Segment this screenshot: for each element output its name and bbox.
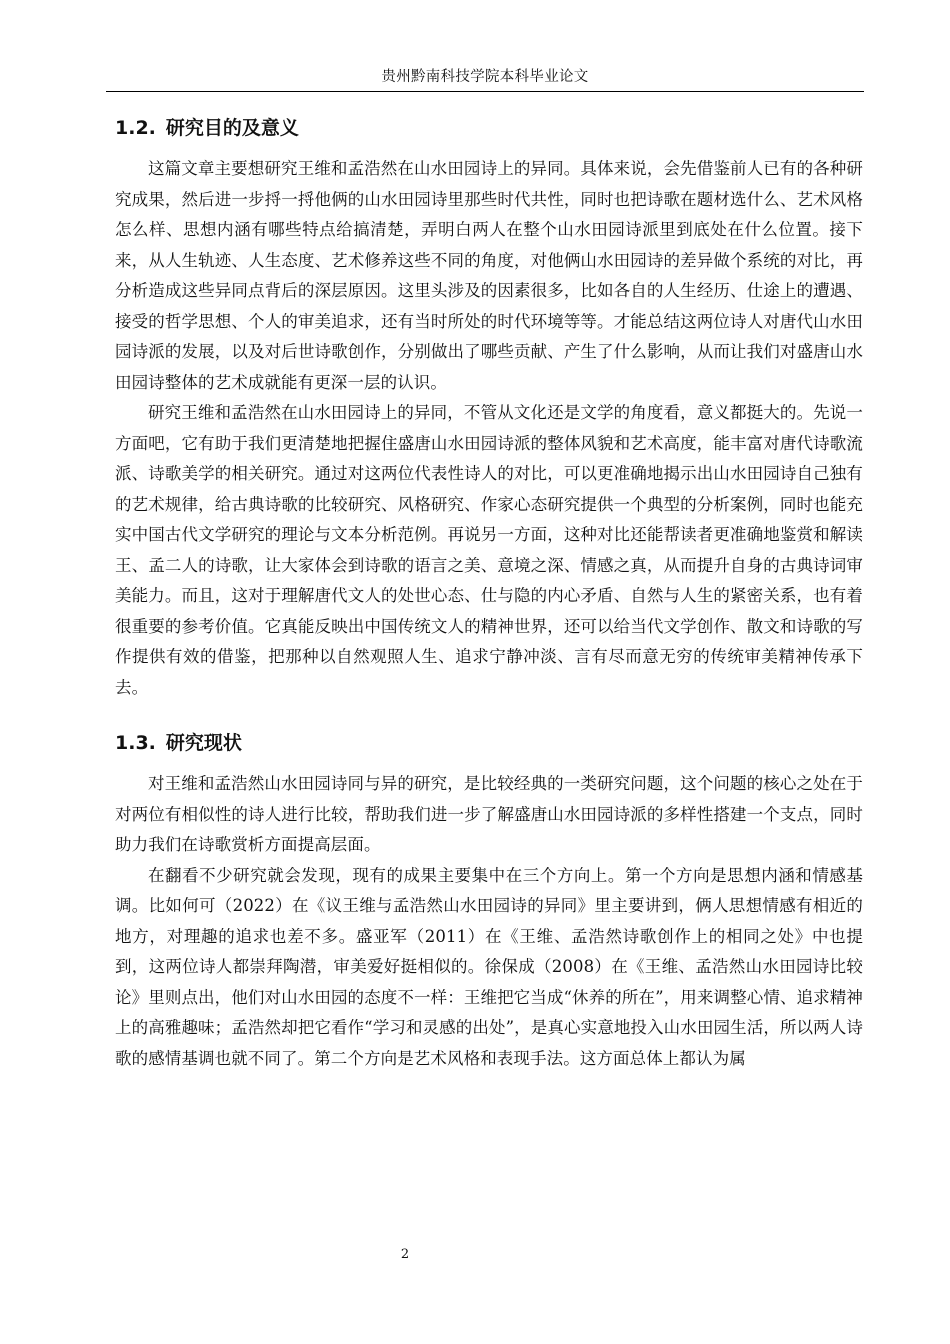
body-paragraph: 对王维和孟浩然山水田园诗同与异的研究，是比较经典的一类研究问题，这个问题的核心之处在于对两位有相似性的诗人进行比较，帮助我们进一步了解盛唐山水田园诗派的多样性搭建一个支点，同时助力我们在诗歌赏析方面提高层面。 bbox=[115, 774, 863, 854]
section-number: 1.2. bbox=[115, 117, 156, 139]
page-body bbox=[115, 112, 863, 1074]
body-paragraph: 研究王维和孟浩然在山水田园诗上的异同，不管从文化还是文学的角度看，意义都挺大的。先说一方面吧，它有助于我们更清楚地把握住盛唐山水田园诗派的整体风貌和艺术高度，能丰富对唐代诗歌流派、诗歌美学的相关研究。通过对这两位代表性诗人的对比，可以更准确地揭示出山水田园诗自己独有的艺术规律，给古典诗歌的比较研究、风格研究、作家心态研究提供一个典型的分析案例，同时也能充实中国古代文学研究的理论与文本分析范例。再说另一方面，这种对比还能帮读者更准确地鉴赏和解读王、孟二人的诗歌，让大家体会到诗歌的语言之美、意境之深、情感之真，从而提升自身的古典诗词审美能力。而且，这对于理解唐代文人的处世心态、仕与隐的内心矛盾、自然与人生的紧密关系，也有着很重要的参考价值。它真能反映出中国传统文人的精神世界，还可以给当代文学创作、散文和诗歌的写作提供有效的借鉴，把那种以自然观照人生、追求宁静冲淡、言有尽而意无穷的传统审美精神传承下去。 bbox=[115, 403, 863, 697]
body-paragraph: 这篇文章主要想研究王维和孟浩然在山水田园诗上的异同。具体来说，会先借鉴前人已有的各种研究成果，然后进一步捋一捋他俩的山水田园诗里那些时代共性，同时也把诗歌在题材选什么、艺术风格怎么样、思想内涵有哪些特点给搞清楚，弄明白两人在整个山水田园诗派里到底处在什么位置。接下来，从人生轨迹、人生态度、艺术修养这些不同的角度，对他俩山水田园诗的差异做个系统的对比，再分析造成这些异同点背后的深层原因。这里头涉及的因素很多，比如各自的人生经历、仕途上的遭遇、接受的哲学思想、个人的审美追求，还有当时所处的时代环境等等。才能总结这两位诗人对唐代山水田园诗派的发展，以及对后世诗歌创作，分别做出了哪些贡献、产生了什么影响，从而让我们对盛唐山水田园诗整体的艺术成就能有更深一层的认识。 bbox=[115, 159, 863, 392]
running-header bbox=[106, 66, 864, 92]
section-heading bbox=[115, 112, 863, 144]
running-header-title: 贵州黔南科技学院本科毕业论文 bbox=[381, 69, 589, 85]
body-paragraph: 在翻看不少研究就会发现，现有的成果主要集中在三个方向上。第一个方向是思想内涵和情感基调。比如何可（2022）在《议王维与孟浩然山水田园诗的异同》里主要讲到，俩人思想情感有相近的地方，对理趣的追求也差不多。盛亚军（2011）在《王维、孟浩然诗歌创作上的相同之处》中也提到，这两位诗人都崇拜陶潜，审美爱好挺相似的。徐保成（2008）在《王维、孟浩然山水田园诗比较论》里则点出，他们对山水田园的态度不一样：王维把它当成“休养的所在”，用来调整心情、追求精神上的高雅趣味；孟浩然却把它看作“学习和灵感的出处”，是真心实意地投入山水田园生活，所以两人诗歌的感情基调也就不同了。第二个方向是艺术风格和表现手法。这方面总体上都认为属 bbox=[115, 865, 863, 1068]
section-title: 研究现状 bbox=[165, 732, 242, 754]
section-number: 1.3. bbox=[115, 732, 156, 754]
section-title: 研究目的及意义 bbox=[165, 117, 299, 139]
section-heading bbox=[115, 727, 863, 759]
page-number: 2 bbox=[400, 1247, 410, 1262]
